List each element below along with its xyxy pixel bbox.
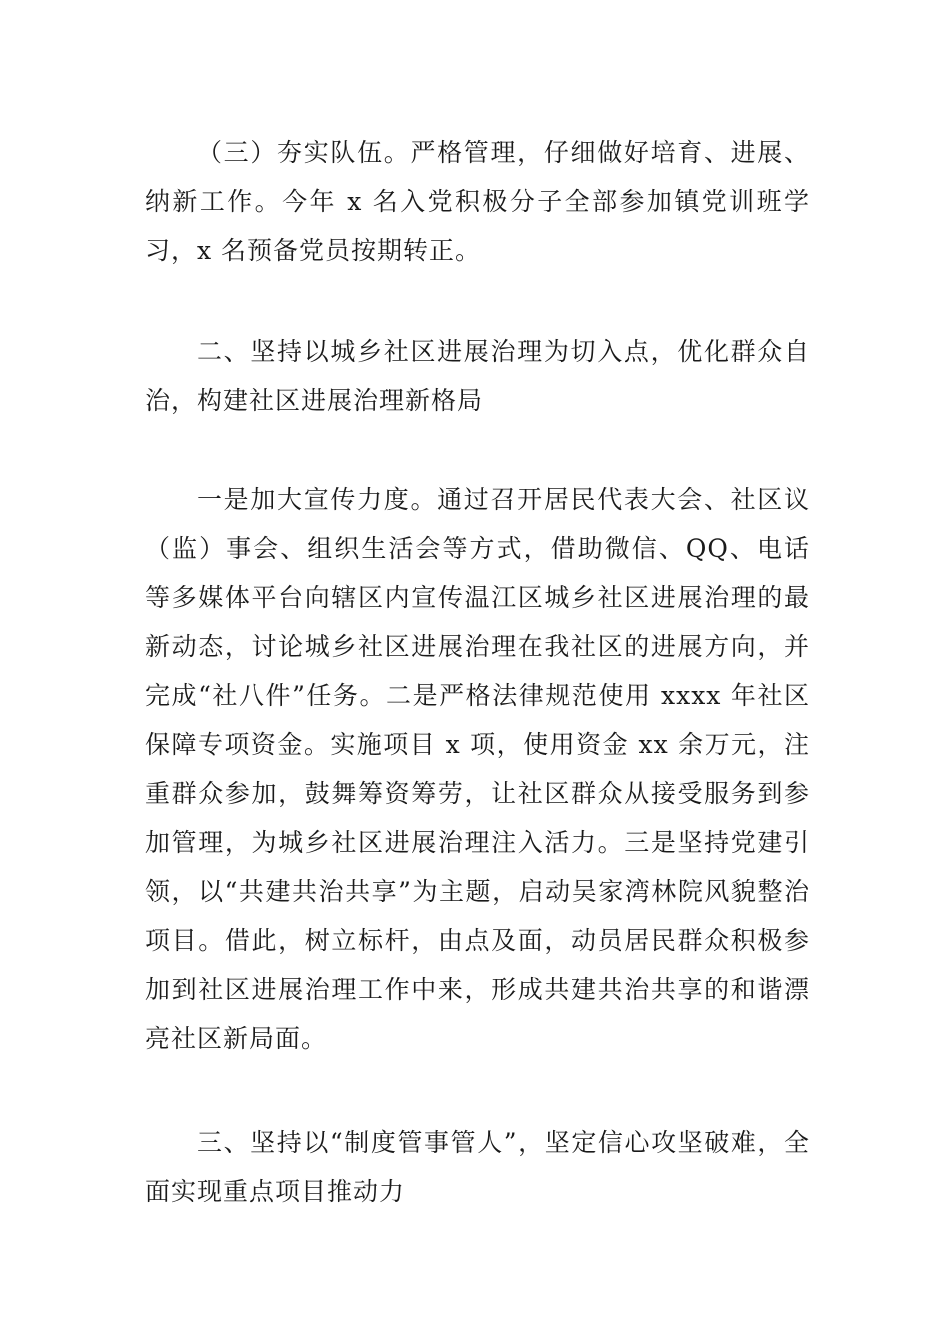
section-heading-two: 二、坚持以城乡社区进展治理为切入点，优化群众自治，构建社区进展治理新格局 bbox=[145, 337, 810, 415]
paragraph-community-governance: 一是加大宣传力度。通过召开居民代表大会、社区议（监）事会、组织生活会等方式，借助微信、QQ、电话等多媒体平台向辖区内宣传温江区城乡社区进展治理的最新动态，讨论城乡社区进展治理在我社区的进展方向，并完成“社八件”任务。二是严格法律规范使用 xxxx 年社区保障专项资金。实施项目 x 项，使用资金 xx 余万元，注重群众参加，鼓舞筹资筹劳，让社区群众从接受服务到参加管理，为城乡社区进展治理注入活力。三是坚持党建引领，以“共建共治共享”为主题，启动吴家湾林院风貌整治项目。借此，树立标杆，由点及面，动员居民群众积极参加到社区进展治理工作中来，形成共建共治共享的和谐漂亮社区新局面。 bbox=[145, 485, 810, 1053]
paragraph-team-building: （三）夯实队伍。严格管理，仔细做好培育、进展、纳新工作。今年 x 名入党积极分子全部参加镇党训班学习，x 名预备党员按期转正。 bbox=[145, 138, 810, 265]
section-heading-three: 三、坚持以“制度管事管人”，坚定信心攻坚破难，全面实现重点项目推动力 bbox=[145, 1128, 810, 1206]
